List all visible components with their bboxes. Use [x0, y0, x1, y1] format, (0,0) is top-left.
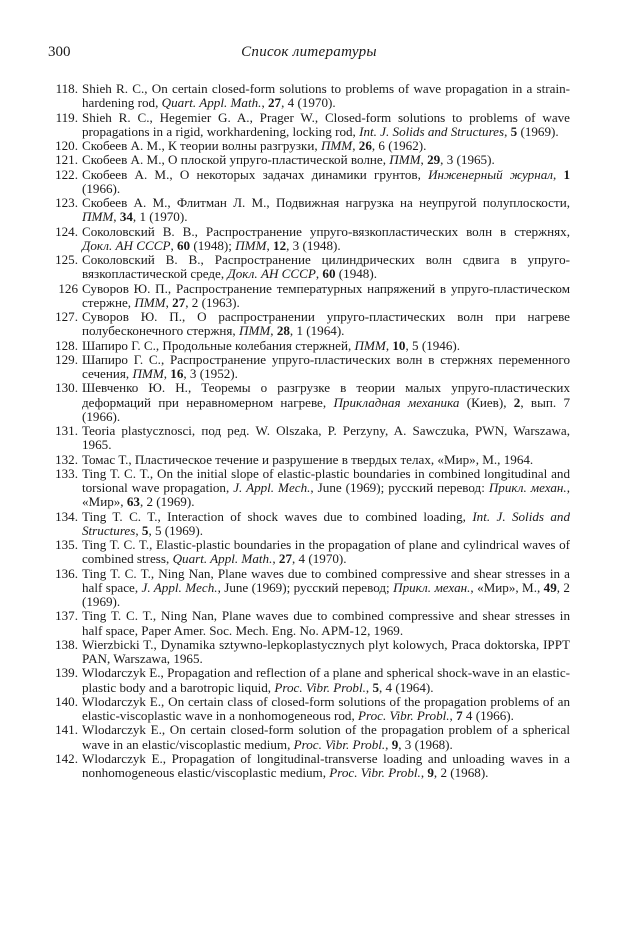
reference-source: ПММ — [82, 209, 114, 225]
reference-text: , June (1969); русский перевод; — [217, 579, 394, 595]
reference-text: , 6 (1962). — [371, 138, 427, 153]
reference-source: Прикладная механика — [333, 394, 460, 410]
reference-number: 124. — [55, 223, 78, 239]
reference-text: , — [261, 95, 268, 111]
reference-source: Прикл. механ. — [393, 579, 471, 595]
reference-entry — [44, 253, 570, 282]
reference-text: , — [163, 366, 171, 381]
reference-text: , 2 (1963). — [185, 294, 240, 310]
reference-text: , June (1969); русский перевод: — [310, 480, 489, 495]
reference-text: , — [272, 551, 279, 567]
page-number: 300 — [48, 44, 71, 60]
reference-text: Скобеев А. М., О плоской упруго-пластической волне, — [82, 152, 390, 168]
reference-text: , — [113, 209, 120, 225]
reference-entry — [44, 196, 570, 225]
reference-text: (Киев), — [459, 394, 514, 410]
reference-number: 135. — [55, 537, 78, 552]
reference-text: Скобеев А. М., Флитман Л. М., Подвижная нагрузка на неупругой полуплоскости, — [82, 195, 570, 210]
reference-text: , 2 (1969). — [139, 494, 195, 510]
reference-number: 140. — [55, 693, 78, 709]
reference-volume: 9 — [427, 765, 434, 780]
reference-source: Прикл. механ. — [488, 480, 567, 495]
reference-text: Ting T. C. T., Ning Nan, Plane waves due to combined compressive and shear stresses in half space, Paper Amer. Soc. Mech. Eng. No. APM-12, 1969. — [82, 608, 570, 638]
reference-number: 138. — [55, 636, 78, 652]
reference-volume: 27 — [267, 95, 282, 111]
reference-text: Соколовский В. В., Распространение упруго-вязкопластических волн в стержнях, — [82, 223, 570, 239]
reference-source: ПММ — [238, 323, 271, 339]
reference-text: , 5 (1946). — [405, 337, 461, 353]
reference-entry — [44, 567, 570, 610]
reference-text: Скобеев А. М., К теории волны разгрузки, — [82, 138, 321, 153]
reference-text: Wierzbicki T., Dynamika sztywno-lepkoplastycznych plyt kolowych, Praca doktorska, IPPT PAN, Warszawa, 1965. — [82, 636, 570, 666]
reference-text: , 5 (1969). — [148, 522, 203, 538]
reference-entry — [44, 111, 570, 140]
reference-number: 130. — [55, 380, 78, 396]
reference-text: , вып. 7 (1966). — [82, 394, 570, 424]
reference-text: , 4 (1970). — [281, 95, 336, 111]
reference-text: Wlodarczyk E., Propagation and reflection of a plane and spherical shock-wave in an elastic-plastic body and a barotropic liquid, — [82, 665, 570, 695]
reference-source: ПММ — [354, 337, 386, 353]
reference-text: , — [352, 138, 359, 153]
reference-entry — [44, 153, 570, 167]
reference-entry — [44, 353, 570, 382]
reference-text: , «Мир», — [82, 480, 570, 510]
reference-entry — [44, 381, 570, 424]
reference-text: , — [135, 522, 142, 538]
reference-number: 125. — [55, 252, 78, 267]
reference-number: 120. — [55, 138, 78, 153]
reference-number: 127. — [55, 309, 78, 324]
reference-text: Соколовский В. В., Распространение цилиндрических волн сдвига в упруго-вязкопластической среде, — [82, 252, 570, 282]
reference-volume: 12 — [273, 237, 287, 253]
reference-source: J. Appl. Mech. — [233, 480, 311, 495]
reference-source: Int. J. Solids and Structures — [82, 508, 570, 538]
reference-text: Скобеев А. М., О некоторых задачах динамики грунтов, — [82, 166, 429, 182]
reference-number: 141. — [55, 722, 78, 738]
reference-text: Shieh R. C., Hegemier G. A., Prager W., Closed-form solutions to problems of wave propagations in a rigid, workhardening, locking rod, — [82, 109, 570, 139]
page-header — [48, 44, 570, 64]
reference-text: , — [315, 266, 323, 282]
reference-text: Wlodarczyk E., On certain class of closed-form solutions of the propagation problems of an elastic-viscoplastic wave in a nonhomogeneous rod, — [82, 693, 570, 723]
reference-text: (1948); — [190, 237, 236, 253]
reference-source: ПММ — [389, 152, 421, 168]
reference-entry — [44, 752, 570, 781]
reference-text: , — [385, 736, 392, 752]
reference-text: , 1 (1964). — [289, 323, 345, 339]
reference-entry — [44, 339, 570, 353]
reference-volume: 63 — [126, 494, 140, 510]
reference-text: , — [504, 123, 511, 139]
reference-number: 123. — [55, 195, 78, 210]
reference-volume: 2 — [513, 394, 521, 410]
reference-text: , — [170, 237, 177, 253]
reference-text: Ting T. C. T., Elastic-plastic boundaries in the propagation of plane and cylindrical waves of combined stress, — [82, 537, 570, 567]
reference-volume: 49 — [543, 579, 557, 595]
reference-text: Суворов Ю. П., Распространение температурных напряжений в упруго-пластическом стержне, — [82, 280, 570, 310]
reference-text: , «Мир», М., — [470, 579, 544, 595]
reference-source: Proc. Vibr. Probl. — [274, 679, 366, 695]
reference-text: , 3 (1965). — [440, 152, 495, 168]
reference-entry — [44, 139, 570, 153]
reference-text: Shieh R. C., On certain closed-form solutions to problems of wave propagation in a strain-hardening rod, — [82, 81, 570, 111]
reference-list — [44, 82, 570, 780]
reference-volume: 60 — [322, 266, 336, 282]
reference-volume: 60 — [177, 237, 191, 253]
reference-number: 136. — [55, 565, 78, 581]
reference-source: Докл. АН СССР — [82, 237, 171, 253]
reference-number: 119. — [55, 109, 78, 125]
reference-text: Ting T. C. T., Interaction of shock waves due to combined loading, — [82, 508, 473, 524]
reference-entry — [44, 225, 570, 254]
reference-source: ПММ — [235, 237, 267, 253]
reference-text: , 3 (1948). — [286, 237, 341, 253]
reference-number: 118. — [55, 81, 78, 96]
reference-number: 126 — [58, 280, 78, 296]
reference-entry — [44, 609, 570, 638]
reference-text: , 2 (1969). — [82, 579, 570, 609]
reference-text: , 4 (1970). — [292, 551, 347, 567]
reference-text: , 2 (1968). — [433, 765, 489, 780]
reference-number: 137. — [55, 608, 78, 624]
reference-text: , — [266, 237, 274, 253]
reference-entry — [44, 510, 570, 539]
reference-source: Proc. Vibr. Probl. — [358, 708, 450, 723]
reference-entry — [44, 666, 570, 695]
reference-volume: 27 — [278, 551, 292, 567]
reference-text: Teoria plastycznosci, под ред. W. Olszaka, P. Perzyny, A. Sawczuka, PWN, Warszawa, 1965. — [82, 423, 570, 453]
reference-number: 134. — [55, 508, 78, 524]
reference-number: 131. — [55, 423, 78, 438]
reference-text: (1969). — [517, 123, 559, 139]
reference-text: , 4 (1964). — [378, 679, 434, 695]
reference-number: 128. — [55, 337, 78, 353]
reference-text: , — [449, 708, 457, 723]
reference-volume: 5 — [510, 123, 518, 139]
reference-entry — [44, 310, 570, 339]
reference-entry — [44, 638, 570, 667]
reference-text: , — [165, 294, 173, 310]
reference-number: 132. — [55, 451, 78, 467]
reference-source: J. Appl. Mech. — [141, 579, 218, 595]
reference-text: Ting T. C. T., On the initial slope of elastic-plastic boundaries in combined longitudinal and torsional wave propagation, — [82, 465, 570, 495]
reference-volume: 27 — [172, 294, 186, 310]
reference-text: , 3 (1968). — [398, 736, 453, 752]
reference-source: Int. J. Solids and Structures — [359, 123, 505, 139]
reference-entry — [44, 538, 570, 567]
reference-number: 139. — [55, 665, 78, 681]
reference-text: , — [420, 765, 428, 780]
reference-entry — [44, 695, 570, 724]
reference-text: 4 (1966). — [462, 708, 514, 723]
reference-source: ПММ — [134, 294, 166, 310]
reference-entry — [44, 282, 570, 311]
reference-text: , — [420, 152, 428, 168]
reference-text: , — [270, 323, 277, 339]
reference-text: Wlodarczyk E., On certain closed-form solution of the propagation problem of a spherical wave in an elastic/viscoplastic medium, — [82, 722, 570, 752]
reference-volume: 1 — [563, 166, 570, 182]
reference-source: ПММ — [132, 366, 164, 381]
reference-text: Суворов Ю. П., О распространении упруго-пластических волн при нагреве полубесконечного стержня, — [82, 309, 570, 339]
reference-volume: 26 — [358, 138, 372, 153]
reference-source: Quart. Appl. Math. — [172, 551, 273, 567]
reference-text: (1948). — [335, 266, 377, 282]
reference-number: 142. — [55, 750, 78, 766]
reference-number: 129. — [55, 351, 78, 367]
reference-source: Докл. АН СССР — [227, 266, 316, 282]
running-title: Список литературы — [241, 44, 377, 60]
reference-entry — [44, 723, 570, 752]
reference-text: (1966). — [82, 180, 121, 196]
reference-number: 122. — [55, 166, 78, 182]
reference-text: Шапиро Г. С., Распространение упруго-пластических волн в стержнях переменного сечения, — [82, 351, 570, 381]
reference-text: Шевченко Ю. Н., Теоремы о разгрузке в теории малых упруго-пластических деформаций при неравномерном нагреве, — [82, 380, 570, 410]
reference-source: Proc. Vibr. Probl. — [293, 736, 386, 752]
reference-volume: 7 — [456, 708, 463, 723]
reference-number: 121. — [55, 152, 78, 168]
reference-text: , — [552, 166, 564, 182]
reference-volume: 28 — [276, 323, 290, 339]
reference-number: 133. — [55, 465, 78, 481]
reference-volume: 5 — [141, 522, 149, 538]
reference-text: Шапиро Г. С., Продольные колебания стержней, — [82, 337, 355, 353]
reference-entry — [44, 168, 570, 197]
reference-text: , — [385, 337, 393, 353]
reference-text: , 1 (1970). — [132, 209, 188, 225]
reference-source: Инженерный журнал — [428, 166, 553, 182]
reference-text: Wlodarczyk E., Propagation of longitudinal-transverse loading and unloading waves in a nonhomogeneous elastic/viscoplastic medium, — [82, 750, 570, 780]
reference-text: , — [365, 679, 373, 695]
reference-entry — [44, 453, 570, 467]
reference-source: Quart. Appl. Math. — [161, 95, 262, 111]
reference-source: Proc. Vibr. Probl. — [329, 765, 421, 780]
reference-volume: 29 — [427, 152, 441, 168]
reference-entry — [44, 82, 570, 111]
reference-text: Томас Т., Пластическое течение и разрушение в твердых телах, «Мир», М., 1964. — [82, 451, 534, 467]
reference-entry — [44, 467, 570, 510]
reference-volume: 34 — [119, 209, 133, 225]
reference-entry — [44, 424, 570, 453]
reference-source: ПММ — [320, 138, 353, 153]
reference-text: Ting T. C. T., Ning Nan, Plane waves due to combined compressive and shear stresses in a half space, — [82, 565, 570, 595]
reference-volume: 16 — [170, 366, 184, 381]
reference-text: , 3 (1952). — [183, 366, 238, 381]
reference-volume: 10 — [392, 337, 406, 353]
reference-volume: 9 — [391, 736, 399, 752]
reference-volume: 5 — [372, 679, 379, 695]
